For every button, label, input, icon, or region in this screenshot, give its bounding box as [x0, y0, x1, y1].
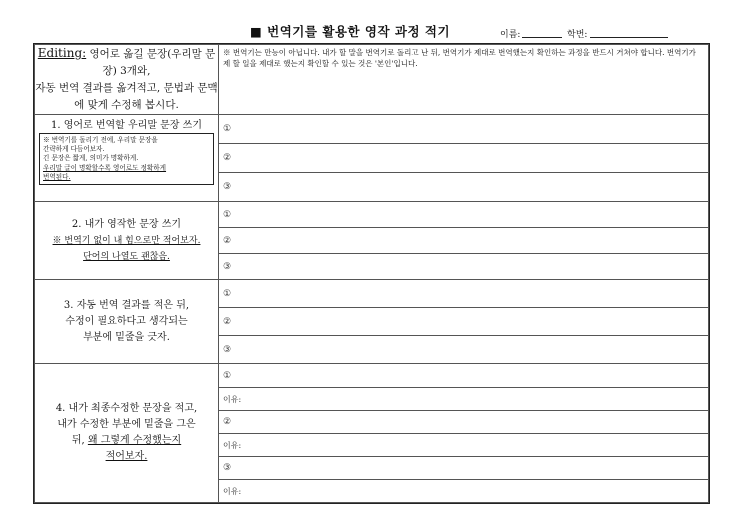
reason-line-4-2[interactable]: 이유: — [219, 434, 709, 457]
section3-line-1: 3. 자동 번역 결과를 적은 뒤, — [63, 299, 190, 311]
answer-line-3-1[interactable]: ① — [219, 280, 709, 308]
translator-notice: ※ 번역기는 만능이 아닙니다. 내가 할 말을 번역기로 돌리고 난 뒤, 번역기가 제대로 번역했는지 확인하는 과정을 반드시 거쳐야 합니다. 번역기가 제 할 일을 제대로 했는지 확인할 수 있는 것은 '본인'입니다. — [219, 45, 709, 115]
section2-row-1 — [35, 202, 709, 228]
section3-line-3: 부분에 밑줄을 긋자. — [83, 331, 170, 343]
name-label: 이름: — [500, 30, 521, 40]
answer-line-3-3[interactable]: ③ — [219, 336, 709, 364]
section1-tip-4: 우리말 글이 명확할수록 영어로도 정확하게 — [43, 163, 167, 172]
section4-line-2: 내가 수정한 부분에 밑줄을 그은 — [57, 419, 196, 430]
answer-line-2-1[interactable]: ① — [219, 202, 709, 228]
section1-tip-5: 번역된다. — [43, 172, 71, 181]
section4-line-3b: 왜 그렇게 수정했는지 — [87, 435, 182, 446]
section2-label-cell — [35, 202, 219, 280]
name-underline — [522, 37, 562, 38]
editing-label: Editing: — [37, 46, 87, 60]
section1-tip-3: 긴 문장은 짧게, 의미가 명확하게. — [43, 154, 139, 163]
student-id-underline — [590, 37, 668, 38]
section4-row-1 — [35, 364, 709, 388]
editing-instruction-1: 영어로 옮길 문장(우리말 문장) 3개와, — [86, 48, 216, 77]
section1-tip-2: 간략하게 다듬어보자. — [43, 145, 105, 154]
answer-line-4-1[interactable]: ① — [219, 364, 709, 388]
reason-line-4-3[interactable]: 이유: — [219, 480, 709, 503]
editing-instruction-2: 자동 번역 결과를 옮겨적고, 문법과 문맥에 맞게 수정해 봅시다. — [35, 82, 218, 111]
editing-instructions — [35, 45, 219, 115]
section1-tip-1: ※ 번역기를 돌리기 전에, 우리말 문장을 — [43, 136, 158, 144]
section3-label-cell — [35, 280, 219, 364]
answer-line-4-2[interactable]: ② — [219, 411, 709, 434]
student-id-label: 학번: — [567, 30, 588, 40]
section3-line-2: 수정이 필요하다고 생각되는 — [65, 315, 188, 327]
section1-label-cell — [35, 115, 219, 202]
section4-line-1: 4. 내가 최종수정한 문장을 적고, — [55, 403, 198, 414]
reason-line-4-1[interactable]: 이유: — [219, 388, 709, 411]
section2-note-1: ※ 번역기 없이 내 힘으로만 적어보자. — [52, 235, 201, 246]
header-row — [35, 45, 709, 115]
section4-line-4: 적어보자. — [105, 451, 148, 462]
section1-tip-box — [39, 133, 214, 185]
answer-line-4-3[interactable]: ③ — [219, 457, 709, 480]
answer-line-2-3[interactable]: ③ — [219, 254, 709, 280]
section1-title: 1. 영어로 번역할 우리말 문장 쓰기 — [50, 120, 202, 131]
section2-title: 2. 내가 영작한 문장 쓰기 — [71, 218, 182, 230]
answer-line-3-2[interactable]: ② — [219, 308, 709, 336]
answer-line-1-1[interactable]: ① — [219, 115, 709, 144]
section4-label-cell — [35, 364, 219, 503]
answer-line-1-3[interactable]: ③ — [219, 173, 709, 202]
section3-row-1 — [35, 280, 709, 308]
page-title: ■ 번역기를 활용한 영작 과정 적기 — [250, 24, 451, 39]
worksheet-table — [34, 44, 709, 503]
answer-line-2-2[interactable]: ② — [219, 228, 709, 254]
section4-line-3a: 뒤, — [71, 435, 88, 446]
section2-note-2: 단어의 나열도 괜찮음. — [83, 251, 170, 262]
section4-line-3 — [35, 433, 218, 449]
section1-row-1 — [35, 115, 709, 144]
answer-line-1-2[interactable]: ② — [219, 144, 709, 173]
